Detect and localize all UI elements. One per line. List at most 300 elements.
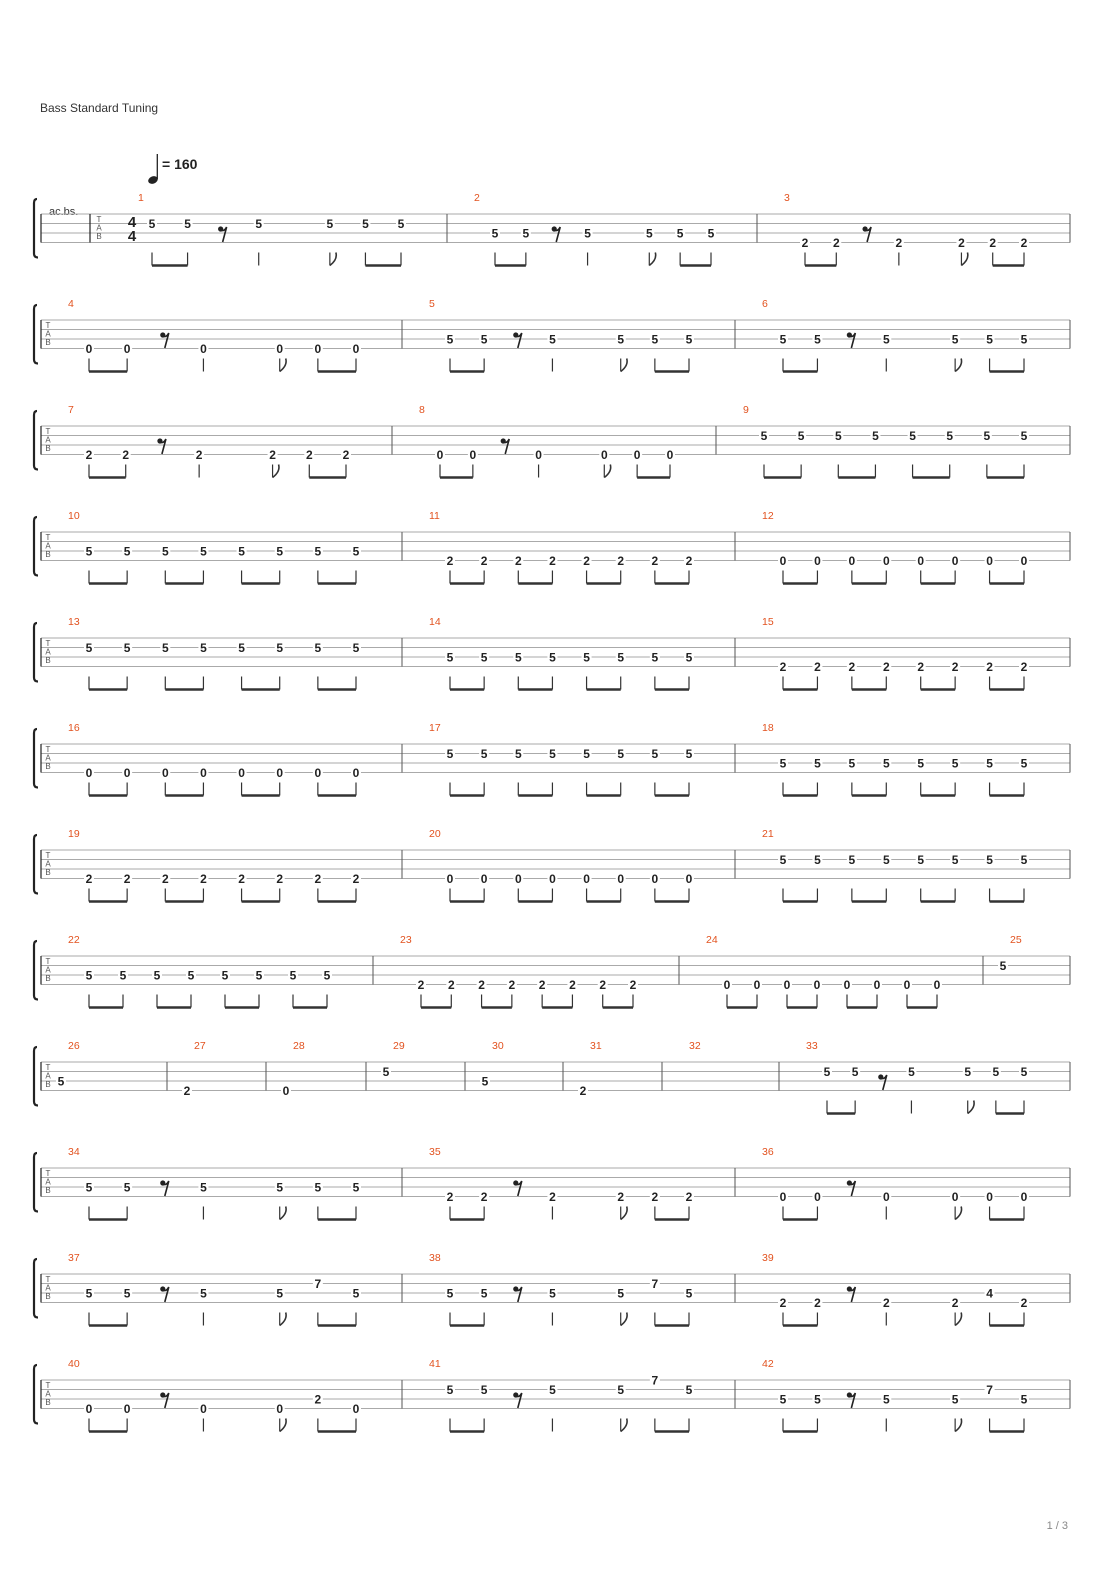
- fret-number: 2: [848, 660, 856, 674]
- fret-number: 0: [723, 978, 731, 992]
- fret-number: 2: [314, 872, 322, 886]
- tab-clef-letter: T: [45, 533, 51, 542]
- fret-number: 2: [895, 236, 903, 250]
- measure-number: 37: [68, 1252, 80, 1264]
- fret-number: 5: [187, 968, 195, 983]
- tab-clef-letter: B: [45, 974, 51, 983]
- tuning-label: Bass Standard Tuning: [40, 101, 159, 115]
- fret-number: 5: [480, 1286, 488, 1301]
- fret-number: 2: [276, 872, 284, 886]
- fret-number: 5: [549, 650, 556, 665]
- fret-number: 5: [446, 1286, 454, 1301]
- fret-number: 5: [992, 1065, 1000, 1079]
- tab-clef-letter: A: [45, 859, 51, 869]
- measure-number: 35: [429, 1146, 441, 1158]
- fret-number: 5: [397, 217, 405, 231]
- fret-number: 0: [882, 1190, 890, 1204]
- fret-number: 2: [779, 660, 787, 674]
- measure-number: 33: [806, 1040, 818, 1052]
- fret-number: 5: [964, 1065, 972, 1079]
- fret-number: 2: [305, 448, 313, 462]
- fret-number: 5: [276, 1180, 284, 1195]
- measure-number: 4: [68, 298, 74, 310]
- fret-number: 5: [1020, 1392, 1028, 1407]
- fret-number: 2: [480, 1190, 488, 1204]
- fret-number: 2: [814, 1296, 821, 1310]
- system-bracket: [34, 1047, 38, 1106]
- fret-number: 5: [685, 1286, 693, 1301]
- tab-clef-letter: A: [96, 223, 102, 233]
- fret-number: 2: [685, 1190, 693, 1204]
- fret-number: 5: [676, 226, 684, 241]
- fret-number: 0: [161, 766, 169, 780]
- fret-number: 5: [1020, 429, 1028, 443]
- fret-number: 5: [651, 650, 659, 665]
- tab-clef-letter: T: [45, 745, 51, 754]
- system-bracket: [34, 835, 38, 894]
- fret-number: 5: [583, 650, 590, 665]
- measure-number: 5: [429, 298, 435, 310]
- eighth-flag: [955, 1313, 961, 1326]
- fret-number: 5: [119, 968, 127, 983]
- fret-number: 5: [480, 1383, 488, 1397]
- fret-number: 5: [200, 1286, 207, 1301]
- fret-number: 5: [446, 650, 454, 665]
- fret-number: 5: [314, 641, 322, 655]
- fret-number: 5: [779, 332, 787, 347]
- fret-number: 2: [446, 554, 454, 568]
- fret-number: 5: [352, 544, 360, 559]
- measure-number: 41: [429, 1358, 441, 1370]
- fret-number: 0: [436, 448, 444, 462]
- eighth-flag: [621, 1207, 627, 1220]
- eighth-flag: [280, 359, 286, 372]
- fret-number: 5: [123, 1286, 131, 1301]
- fret-number: 0: [514, 872, 522, 886]
- fret-number: 5: [779, 756, 787, 771]
- tab-clef-letter: T: [45, 1169, 51, 1178]
- fret-number: 2: [958, 236, 965, 250]
- fret-number: 2: [549, 1190, 556, 1204]
- page-number: 1 / 3: [1046, 1520, 1068, 1532]
- system-bracket: [34, 411, 38, 470]
- eighth-flag: [649, 253, 655, 266]
- fret-number: 5: [848, 756, 856, 771]
- measure-number: 27: [194, 1040, 206, 1052]
- tab-clef-letter: B: [96, 232, 102, 241]
- fret-number: 5: [491, 226, 499, 241]
- fret-number: 2: [617, 1190, 625, 1204]
- fret-number: 5: [200, 544, 207, 559]
- fret-number: 2: [814, 660, 821, 674]
- measure-number: 6: [762, 298, 768, 310]
- eighth-flag: [621, 1419, 627, 1432]
- fret-number: 5: [651, 747, 659, 761]
- eighth-flag: [955, 1207, 961, 1220]
- fret-number: 2: [629, 978, 637, 992]
- fret-number: 0: [685, 872, 693, 886]
- fret-number: 0: [1020, 554, 1028, 568]
- fret-number: 2: [447, 978, 455, 992]
- fret-number: 5: [583, 747, 590, 761]
- fret-number: 5: [1020, 853, 1028, 867]
- fret-number: 5: [986, 756, 993, 771]
- fret-number: 5: [255, 968, 263, 983]
- fret-number: 0: [123, 766, 131, 780]
- system-bracket: [34, 305, 38, 364]
- fret-number: 2: [478, 978, 485, 992]
- tab-clef-letter: A: [45, 1071, 51, 1081]
- fret-number: 7: [651, 1373, 659, 1388]
- fret-number: 0: [783, 978, 791, 992]
- fret-number: 5: [362, 217, 369, 231]
- measure-number: 13: [68, 616, 80, 628]
- fret-number: 2: [549, 554, 556, 568]
- measure-number: 19: [68, 828, 80, 840]
- fret-number: 5: [834, 429, 842, 443]
- measure-number: 23: [400, 934, 412, 946]
- fret-number: 5: [326, 217, 334, 231]
- fret-number: 0: [933, 978, 941, 992]
- fret-number: 5: [685, 747, 693, 761]
- fret-number: 5: [238, 641, 245, 655]
- fret-number: 0: [85, 766, 93, 780]
- measure-number: 26: [68, 1040, 80, 1052]
- fret-number: 2: [569, 978, 576, 992]
- fret-number: 0: [903, 978, 911, 992]
- fret-number: 5: [951, 1392, 959, 1407]
- fret-number: 0: [282, 1084, 290, 1098]
- fret-number: 5: [823, 1065, 831, 1079]
- fret-number: 0: [753, 978, 761, 992]
- time-signature-top: 4: [127, 214, 137, 231]
- fret-number: 0: [276, 1402, 284, 1416]
- measure-number: 42: [762, 1358, 774, 1370]
- fret-number: 5: [514, 650, 522, 665]
- fret-number: 5: [276, 1286, 284, 1301]
- eighth-flag: [955, 1419, 961, 1432]
- fret-number: 5: [57, 1074, 65, 1089]
- measure-number: 2: [474, 192, 480, 204]
- measure-number: 31: [590, 1040, 602, 1052]
- tab-clef-letter: B: [45, 762, 51, 771]
- fret-number: 5: [255, 217, 263, 231]
- fret-number: 0: [1020, 1190, 1028, 1204]
- fret-number: 0: [276, 342, 284, 356]
- system-bracket: [34, 1365, 38, 1424]
- fret-number: 0: [85, 342, 93, 356]
- fret-number: 0: [951, 554, 959, 568]
- fret-number: 5: [814, 756, 821, 771]
- fret-number: 5: [161, 544, 169, 559]
- fret-number: 0: [600, 448, 608, 462]
- fret-number: 5: [617, 650, 625, 665]
- fret-number: 5: [123, 1180, 131, 1195]
- system-bracket: [34, 1153, 38, 1212]
- fret-number: 5: [85, 1180, 93, 1195]
- fret-number: 5: [352, 1180, 360, 1195]
- eighth-flag: [330, 253, 336, 266]
- fret-number: 0: [951, 1190, 959, 1204]
- fret-number: 5: [999, 959, 1007, 973]
- fret-number: 2: [200, 872, 207, 886]
- fret-number: 5: [289, 968, 297, 983]
- tab-clef-letter: A: [45, 1389, 51, 1399]
- fret-number: 5: [238, 544, 245, 559]
- fret-number: 0: [469, 448, 477, 462]
- fret-number: 5: [872, 429, 879, 443]
- fret-number: 5: [814, 1392, 821, 1407]
- fret-number: 0: [314, 766, 322, 780]
- system-bracket: [34, 941, 38, 1000]
- fret-number: 0: [446, 872, 454, 886]
- fret-number: 0: [549, 872, 556, 886]
- fret-number: 0: [314, 342, 322, 356]
- fret-number: 5: [323, 968, 331, 983]
- fret-number: 2: [195, 448, 203, 462]
- fret-number: 0: [276, 766, 284, 780]
- eighth-flag: [961, 253, 967, 266]
- fret-number: 2: [685, 554, 693, 568]
- fret-number: 5: [446, 1383, 454, 1397]
- fret-number: 5: [882, 756, 890, 771]
- tab-clef-letter: B: [45, 444, 51, 453]
- system-bracket: [34, 199, 38, 258]
- eighth-flag: [955, 359, 961, 372]
- fret-number: 5: [1020, 756, 1028, 771]
- fret-number: 7: [986, 1383, 993, 1397]
- fret-number: 0: [843, 978, 851, 992]
- fret-number: 2: [599, 978, 607, 992]
- fret-number: 5: [986, 853, 993, 867]
- fret-number: 2: [951, 1296, 959, 1310]
- fret-number: 2: [579, 1084, 587, 1098]
- measure-number: 20: [429, 828, 441, 840]
- fret-number: 5: [685, 332, 693, 347]
- fret-number: 0: [352, 1402, 360, 1416]
- tab-clef-letter: B: [45, 1292, 51, 1301]
- tab-clef-letter: T: [45, 1275, 51, 1284]
- measure-number: 10: [68, 510, 80, 522]
- fret-number: 5: [123, 544, 131, 559]
- measure-number: 7: [68, 404, 74, 416]
- fret-number: 5: [123, 641, 131, 655]
- tab-clef-letter: T: [45, 427, 51, 436]
- fret-number: 2: [352, 872, 360, 886]
- tab-clef-letter: B: [45, 1398, 51, 1407]
- fret-number: 0: [200, 766, 207, 780]
- tab-clef-letter: B: [45, 868, 51, 877]
- fret-number: 5: [909, 429, 916, 443]
- fret-number: 2: [951, 660, 959, 674]
- fret-number: 2: [342, 448, 350, 462]
- fret-number: 2: [583, 554, 590, 568]
- fret-number: 2: [269, 448, 276, 462]
- eighth-flag: [280, 1207, 286, 1220]
- fret-number: 0: [779, 1190, 787, 1204]
- fret-number: 0: [238, 766, 245, 780]
- fret-number: 5: [276, 544, 284, 559]
- eighth-flag: [621, 359, 627, 372]
- tab-clef-letter: T: [45, 851, 51, 860]
- fret-number: 5: [446, 747, 454, 761]
- fret-number: 5: [549, 1286, 556, 1301]
- fret-number: 5: [908, 1065, 915, 1079]
- fret-number: 5: [522, 226, 530, 241]
- fret-number: 2: [238, 872, 245, 886]
- measure-number: 21: [762, 828, 774, 840]
- fret-number: 5: [184, 217, 191, 231]
- fret-number: 5: [917, 756, 925, 771]
- fret-number: 2: [779, 1296, 787, 1310]
- fret-number: 5: [797, 429, 805, 443]
- fret-number: 5: [986, 332, 993, 347]
- fret-number: 7: [651, 1277, 659, 1291]
- fret-number: 5: [514, 747, 522, 761]
- fret-number: 5: [549, 747, 556, 761]
- fret-number: 5: [85, 641, 93, 655]
- fret-number: 5: [85, 1286, 93, 1301]
- eighth-flag: [273, 465, 279, 478]
- fret-number: 5: [276, 641, 284, 655]
- fret-number: 5: [882, 1392, 890, 1407]
- fret-number: 0: [666, 448, 674, 462]
- fret-number: 5: [685, 1383, 693, 1397]
- eighth-flag: [968, 1101, 974, 1114]
- fret-number: 0: [85, 1402, 93, 1416]
- measure-number: 39: [762, 1252, 774, 1264]
- fret-number: 2: [417, 978, 425, 992]
- fret-number: 2: [314, 1392, 322, 1407]
- fret-number: 0: [480, 872, 488, 886]
- tab-clef-letter: B: [45, 550, 51, 559]
- fret-number: 2: [882, 1296, 890, 1310]
- fret-number: 0: [986, 554, 993, 568]
- fret-number: 5: [814, 332, 821, 347]
- eighth-flag: [280, 1313, 286, 1326]
- fret-number: 2: [986, 660, 993, 674]
- measure-number: 11: [429, 510, 440, 522]
- fret-number: 2: [123, 872, 131, 886]
- fret-number: 5: [707, 226, 715, 241]
- fret-number: 2: [651, 554, 659, 568]
- fret-number: 5: [480, 747, 488, 761]
- fret-number: 0: [200, 1402, 207, 1416]
- tab-clef-letter: A: [45, 965, 51, 975]
- tab-clef-letter: T: [96, 215, 102, 224]
- fret-number: 5: [85, 968, 93, 983]
- fret-number: 2: [917, 660, 925, 674]
- fret-number: 5: [645, 226, 653, 241]
- fret-number: 2: [85, 872, 93, 886]
- tab-clef-letter: A: [45, 1177, 51, 1187]
- fret-number: 5: [617, 1383, 625, 1397]
- fret-number: 5: [153, 968, 161, 983]
- tab-clef-letter: B: [45, 338, 51, 347]
- fret-number: 2: [514, 554, 522, 568]
- fret-number: 5: [760, 429, 768, 443]
- system-bracket: [34, 623, 38, 682]
- fret-number: 5: [685, 650, 693, 665]
- measure-number: 28: [293, 1040, 305, 1052]
- fret-number: 2: [480, 554, 488, 568]
- fret-number: 5: [951, 853, 959, 867]
- fret-number: 5: [779, 853, 787, 867]
- fret-number: 2: [1020, 1296, 1028, 1310]
- fret-number: 5: [779, 1392, 787, 1407]
- fret-number: 5: [480, 332, 488, 347]
- fret-number: 5: [951, 332, 959, 347]
- tab-clef-letter: A: [45, 1283, 51, 1293]
- fret-number: 0: [651, 872, 659, 886]
- fret-number: 5: [314, 1180, 322, 1195]
- measure-number: 12: [762, 510, 774, 522]
- fret-number: 2: [1020, 236, 1028, 250]
- fret-number: 5: [200, 641, 207, 655]
- tab-clef-letter: T: [45, 321, 51, 330]
- fret-number: 2: [801, 236, 809, 250]
- fret-number: 2: [183, 1084, 191, 1098]
- fret-number: 5: [882, 332, 890, 347]
- fret-number: 0: [583, 872, 590, 886]
- measure-number: 9: [743, 404, 749, 416]
- eighth-flag: [604, 465, 610, 478]
- measure-number: 16: [68, 722, 80, 734]
- tab-clef-letter: B: [45, 656, 51, 665]
- measure-number: 1: [138, 192, 144, 204]
- tab-clef-letter: T: [45, 1381, 51, 1390]
- system-bracket: [34, 517, 38, 576]
- measure-number: 38: [429, 1252, 441, 1264]
- fret-number: 0: [986, 1190, 993, 1204]
- fret-number: 5: [882, 853, 890, 867]
- tab-clef-letter: A: [45, 329, 51, 339]
- fret-number: 5: [161, 641, 169, 655]
- fret-number: 2: [538, 978, 546, 992]
- measure-number: 15: [762, 616, 774, 628]
- fret-number: 5: [946, 429, 954, 443]
- measure-number: 8: [419, 404, 425, 416]
- fret-number: 5: [617, 1286, 625, 1301]
- tab-clef-letter: B: [45, 1080, 51, 1089]
- fret-number: 5: [200, 1180, 207, 1195]
- fret-number: 5: [446, 332, 454, 347]
- fret-number: 5: [148, 217, 156, 231]
- measure-number: 17: [429, 722, 441, 734]
- tab-clef-letter: T: [45, 1063, 51, 1072]
- fret-number: 5: [352, 1286, 360, 1301]
- tab-clef-letter: T: [45, 639, 51, 648]
- instrument-label: ac.bs.: [49, 206, 79, 218]
- fret-number: 0: [813, 978, 821, 992]
- fret-number: 2: [161, 872, 169, 886]
- fret-number: 5: [549, 332, 556, 347]
- eighth-flag: [621, 1313, 627, 1326]
- fret-number: 0: [814, 1190, 821, 1204]
- fret-number: 2: [882, 660, 890, 674]
- fret-number: 5: [480, 650, 488, 665]
- eighth-flag: [280, 1419, 286, 1432]
- fret-number: 5: [617, 747, 625, 761]
- fret-number: 0: [848, 554, 856, 568]
- fret-number: 2: [446, 1190, 454, 1204]
- fret-number: 0: [352, 342, 360, 356]
- fret-number: 5: [983, 429, 991, 443]
- fret-number: 5: [848, 853, 856, 867]
- fret-number: 2: [85, 448, 93, 462]
- fret-number: 2: [122, 448, 130, 462]
- measure-number: 36: [762, 1146, 774, 1158]
